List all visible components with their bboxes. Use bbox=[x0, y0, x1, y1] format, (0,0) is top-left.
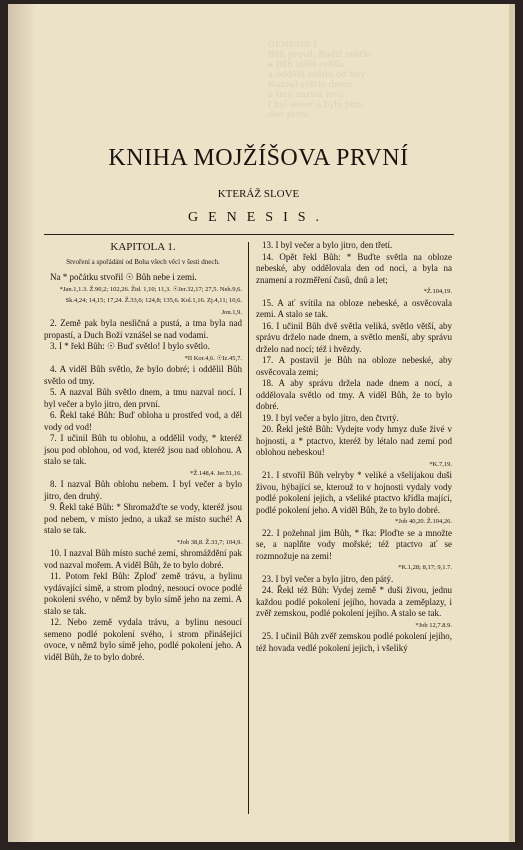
verse-paragraph: 25. I učinil Bůh zvěř zemskou podlé pokolení jejího, též hovada vedlé pokolení jejich, i všeliký bbox=[256, 631, 452, 653]
verse-paragraph: 20. Řekl ještě Bůh: Vydejte vody hmyz duše živé v hojnosti, a * ptactvo, kteréž by létalo nad zemí pod oblohou nebeskou! bbox=[256, 424, 452, 457]
book-page bbox=[8, 4, 515, 842]
cross-reference: *Job 12,7.8.9. bbox=[415, 621, 452, 629]
verse-paragraph: 15. A ať svítila na obloze nebeské, a osvěcovala zemi. A stalo se tak. bbox=[256, 297, 452, 319]
verse-paragraph: 13. I byl večer a bylo jitro, den třetí. bbox=[262, 240, 393, 250]
verse-paragraph: 9. Řekl také Bůh: * Shromažďte se vody, kteréž jsou pod nebem, v místo jedno, a ukaž se místo suché! A stalo se tak. bbox=[44, 502, 242, 535]
cross-reference: *Jan.1,1.3. Ž.90,2; 102,26. Žid. 1,10; 11,3. ☉Jer.32,17; 27,5. Neh.9,6. Sk.4,24; 14,15; 17,24. Ž.33,6; 124,8; 135,6. Kol.1,16. Zj.4,11; 10,6. Jon.1,9. bbox=[59, 285, 242, 316]
genesis-heading: GENESIS. bbox=[187, 210, 330, 225]
bleed-through-text: GENESIS 1 Bůh pravil: Budiž světlo a Bůh viděl světlo a oddělil světlo od tmy Nazval světlo dnem a tmu nazval nocí I byl večer a bylo jitro den první bbox=[268, 40, 371, 120]
chapter-summary: Stvoření a spořádání od Boha všech věcí v šesti dnech. bbox=[66, 257, 220, 266]
book-subtitle: KTERÁŽ SLOVE bbox=[217, 188, 300, 200]
verse-paragraph: 10. I nazval Bůh místo suché zemí, shromáždění pak vod nazval mořem. A viděl Bůh, že to bylo dobré. bbox=[44, 548, 242, 570]
left-column bbox=[44, 240, 242, 663]
verse-paragraph: 5. A nazval Bůh světlo dnem, a tmu nazval nocí. I byl večer a bylo jitro, den první. bbox=[44, 387, 242, 409]
verse-paragraph: 16. I učinil Bůh dvě světla veliká, světlo větší, aby správu drželo nade dnem, a světlo menší, aby správu drželo nad nocí; též i hvězdy. bbox=[256, 320, 452, 354]
cross-reference: *Ž.104,19. bbox=[423, 288, 452, 295]
chapter-heading: KAPITOLA 1. bbox=[110, 241, 176, 253]
verse-paragraph: 22. I požehnal jim Bůh, * řka: Ploďte se a množte se, a naplňte vody mořské; též ptactvo ať se rozmnožuje na zemi! bbox=[256, 527, 452, 561]
right-paragraphs bbox=[256, 240, 452, 654]
verse-paragraph: 18. A aby správu držela nade dnem a nocí, a oddělovala světlo od tmy. A viděl Bůh, že to bylo dobré. bbox=[256, 378, 452, 411]
verse-paragraph: 24. Řekl též Bůh: Vydej země * duši živou, jednu každou podlé pokolení jejího, hovada a zeměplazy, i zvěř zemskou, podlé pokolení jejího. A stalo se tak. bbox=[256, 585, 452, 618]
verse-paragraph: 2. Země pak byla nesličná a pustá, a tma byla nad propastí, a Duch Boží vznášel se nad vodami. bbox=[44, 318, 242, 340]
verse-paragraph: 6. Řekl také Bůh: Buď obloha u prostřed vod, a děl vody od vod! bbox=[44, 410, 242, 432]
left-paragraphs bbox=[44, 272, 242, 663]
verse-paragraph: 7. I učinil Bůh tu oblohu, a oddělil vody, * kteréž jsou pod oblohou, od vod, kteréž jsou nad oblohou. A stalo se tak. bbox=[44, 433, 242, 466]
header-rule bbox=[44, 234, 454, 235]
verse-paragraph: 14. Opět řekl Bůh: * Buďte světla na obloze nebeské, aby oddělovala den od noci, a byla na znamení a rozměření časů, dnů a let; bbox=[256, 251, 452, 285]
verse-paragraph: Na * počátku stvořil ☉ Bůh nebe i zemi. bbox=[50, 272, 197, 282]
verse-paragraph: 19. I byl večer a bylo jitro, den čtvrtý. bbox=[262, 412, 399, 423]
verse-paragraph: 17. A postavil je Bůh na obloze nebeské, aby osvěcovala zemi; bbox=[256, 355, 452, 377]
cross-reference: *Job 40,20. Ž.104,26. bbox=[395, 518, 452, 525]
verse-paragraph: 4. A viděl Bůh světlo, že bylo dobré; i oddělil Bůh světlo od tmy. bbox=[44, 364, 242, 386]
right-column bbox=[256, 240, 452, 654]
verse-paragraph: 8. I nazval Bůh oblohu nebem. I byl večer a bylo jitro, den druhý. bbox=[44, 479, 242, 501]
cross-reference: *K.1,28; 8,17; 9,1.7. bbox=[398, 564, 452, 571]
cross-reference: *II Kor.4,6. ☉Iz.45,7. bbox=[184, 354, 242, 362]
cross-reference: *K.7,19. bbox=[429, 460, 452, 468]
cross-reference: *Job 38,8. Ž.33,7; 104,9. bbox=[176, 538, 242, 546]
cross-reference: *Ž.148,4. Jer.51,16. bbox=[190, 469, 242, 477]
verse-paragraph: 11. Potom řekl Bůh: Zploď země trávu, a bylinu vydávající símě, a strom plodný, nesoucí ovoce podlé pokolení svého, v němž by bylo símě jeho na zemi. A stalo se tak. bbox=[44, 571, 242, 616]
book-title: KNIHA MOJŽÍŠOVA PRVNÍ bbox=[108, 145, 409, 171]
verse-paragraph: 21. I stvořil Bůh velryby * veliké a všelijakou duši živou, hýbající se, kterouž to v hojnosti vydaly vody podlé pokolení jejich, a všeliké ptactvo křídla mající, podlé pokolení jeho. A viděl Bůh, že to bylo dobré. bbox=[256, 470, 452, 515]
verse-paragraph: 12. Nebo země vydala trávu, a bylinu nesoucí semeno podlé pokolení svého, i strom přinášející ovoce, v němž bylo símě jeho, podlé pokolení jeho. A viděl Bůh, že to bylo dobré. bbox=[44, 617, 242, 662]
column-divider bbox=[248, 242, 249, 814]
verse-paragraph: 3. I * řekl Bůh: ☉ Buď světlo! I bylo světlo. bbox=[50, 341, 210, 351]
verse-paragraph: 23. I byl večer a bylo jitro, den pátý. bbox=[262, 573, 394, 584]
